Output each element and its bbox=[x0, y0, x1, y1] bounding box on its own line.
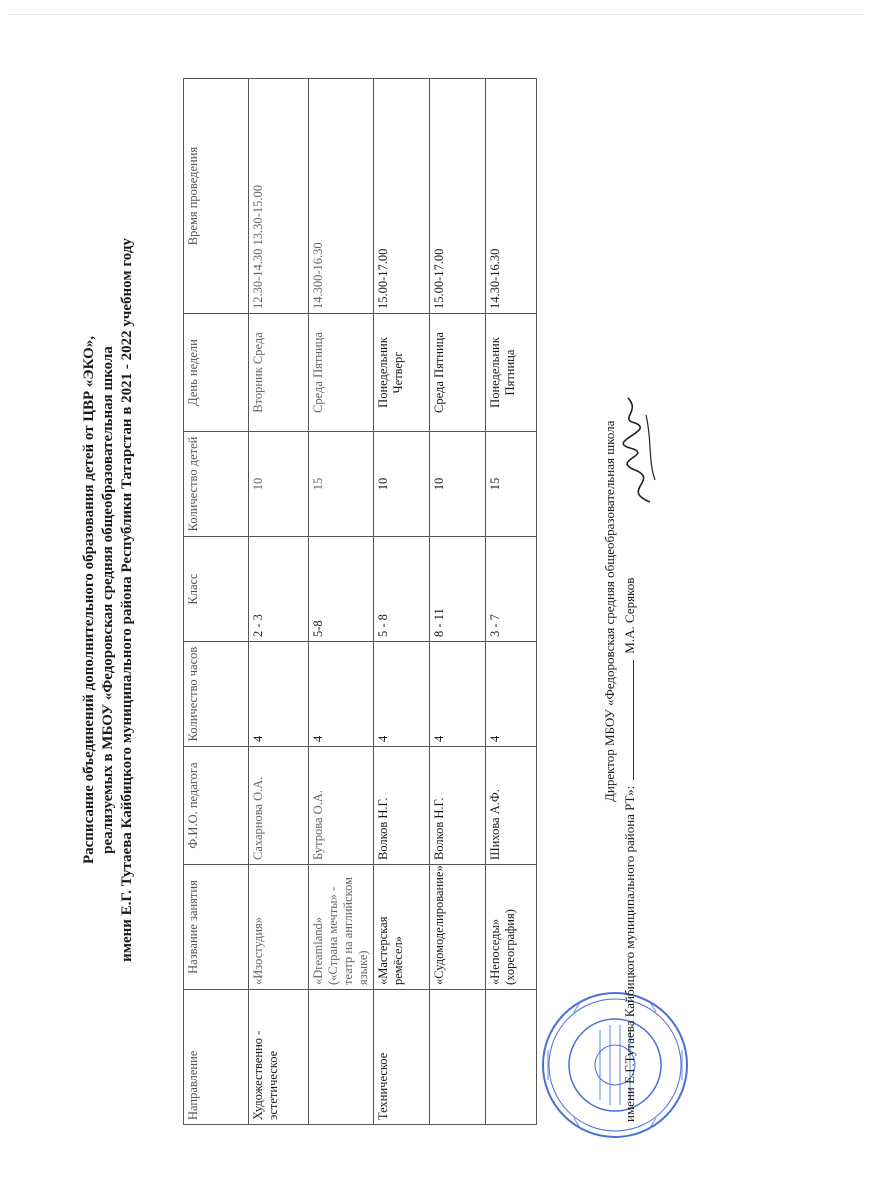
school-name-suffix: имени Е.Г.Тутаева Кайбицкого муниципального района РТ»: bbox=[622, 785, 637, 1122]
title-line-2: реализуемых в МБОУ «Федоровская средняя общеобразовательная школа bbox=[100, 346, 116, 854]
cell-direction: Художественно - эстетическое bbox=[249, 990, 309, 1125]
table-row bbox=[430, 79, 486, 1125]
cell-grade: 3 - 7 bbox=[486, 537, 537, 642]
cell-activity: «Непоседы» (хореография) bbox=[486, 865, 537, 990]
director-signature-line bbox=[620, 578, 640, 1122]
cell-hours: 4 bbox=[486, 642, 537, 747]
schedule-table bbox=[183, 78, 537, 1125]
header-weekday: День недели bbox=[184, 314, 249, 432]
table-row bbox=[486, 79, 537, 1125]
cell-direction bbox=[486, 990, 537, 1125]
cell-weekday: Понедельник Пятница bbox=[486, 314, 537, 432]
cell-direction bbox=[430, 990, 486, 1125]
cell-children: 10 bbox=[430, 432, 486, 537]
cell-hours: 4 bbox=[430, 642, 486, 747]
cell-teacher: Сахарнова О.А. bbox=[249, 747, 309, 865]
cell-activity: «Dreamland» («Страна мечты» - театр на английском языке) bbox=[309, 865, 374, 990]
title-line-1: Расписание объединений дополнительного образования детей от ЦВР «ЭКО», bbox=[81, 335, 97, 865]
title-line-3: имени Е.Г. Тутаева Кайбицкого муниципального района Республики Татарстан в 2021 - 2022 учебном году bbox=[119, 238, 135, 962]
cell-children: 10 bbox=[374, 432, 430, 537]
header-children: Количество детей bbox=[184, 432, 249, 537]
header-hours: Количество часов bbox=[184, 642, 249, 747]
cell-hours: 4 bbox=[309, 642, 374, 747]
cell-grade: 5 - 8 bbox=[374, 537, 430, 642]
cell-grade: 8 - 11 bbox=[430, 537, 486, 642]
cell-time: 12.30-14.30 13.30-15.00 bbox=[249, 79, 309, 314]
table-row bbox=[374, 79, 430, 1125]
cell-teacher: Волков Н.Г. bbox=[374, 747, 430, 865]
header-grade: Класс bbox=[184, 537, 249, 642]
cell-children: 10 bbox=[249, 432, 309, 537]
handwritten-signature-icon bbox=[610, 390, 670, 510]
cell-time: 15.00-17.00 bbox=[374, 79, 430, 314]
header-direction: Направление bbox=[184, 990, 249, 1125]
cell-direction bbox=[309, 990, 374, 1125]
cell-grade: 5-8 bbox=[309, 537, 374, 642]
header-time: Время проведения bbox=[184, 79, 249, 314]
cell-teacher: Бутрова О.А. bbox=[309, 747, 374, 865]
signer-name: М.А. Серяков bbox=[622, 577, 637, 654]
cell-grade: 2 - 3 bbox=[249, 537, 309, 642]
header-teacher: Ф.И.О. педагога bbox=[184, 747, 249, 865]
table-row bbox=[309, 79, 374, 1125]
cell-teacher: Волков Н.Г. bbox=[430, 747, 486, 865]
cell-weekday: Среда Пятница bbox=[430, 314, 486, 432]
table-row bbox=[249, 79, 309, 1125]
cell-children: 15 bbox=[486, 432, 537, 537]
cell-activity: «Изостудия» bbox=[249, 865, 309, 990]
cell-time: 14.30-16.30 bbox=[486, 79, 537, 314]
cell-activity: «Мастерская ремёсел» bbox=[374, 865, 430, 990]
cell-weekday: Понедельник Четверг bbox=[374, 314, 430, 432]
cell-hours: 4 bbox=[249, 642, 309, 747]
header-row bbox=[184, 79, 249, 1125]
cell-weekday: Вторник Среда bbox=[249, 314, 309, 432]
cell-hours: 4 bbox=[374, 642, 430, 747]
director-title: Директор МБОУ «Федоровская средняя общеобразовательная школа bbox=[602, 420, 617, 802]
header-activity: Название занятия bbox=[184, 865, 249, 990]
cell-teacher: Шихова А.Ф. bbox=[486, 747, 537, 865]
cell-time: 15.00-17.00 bbox=[430, 79, 486, 314]
cell-time: 14.300-16.30 bbox=[309, 79, 374, 314]
official-stamp-icon bbox=[540, 990, 690, 1140]
cell-activity: «Судомоделирование» bbox=[430, 865, 486, 990]
cell-children: 15 bbox=[309, 432, 374, 537]
cell-direction: Техническое bbox=[374, 990, 430, 1125]
cell-weekday: Среда Пятница bbox=[309, 314, 374, 432]
signature-underline bbox=[621, 660, 634, 780]
